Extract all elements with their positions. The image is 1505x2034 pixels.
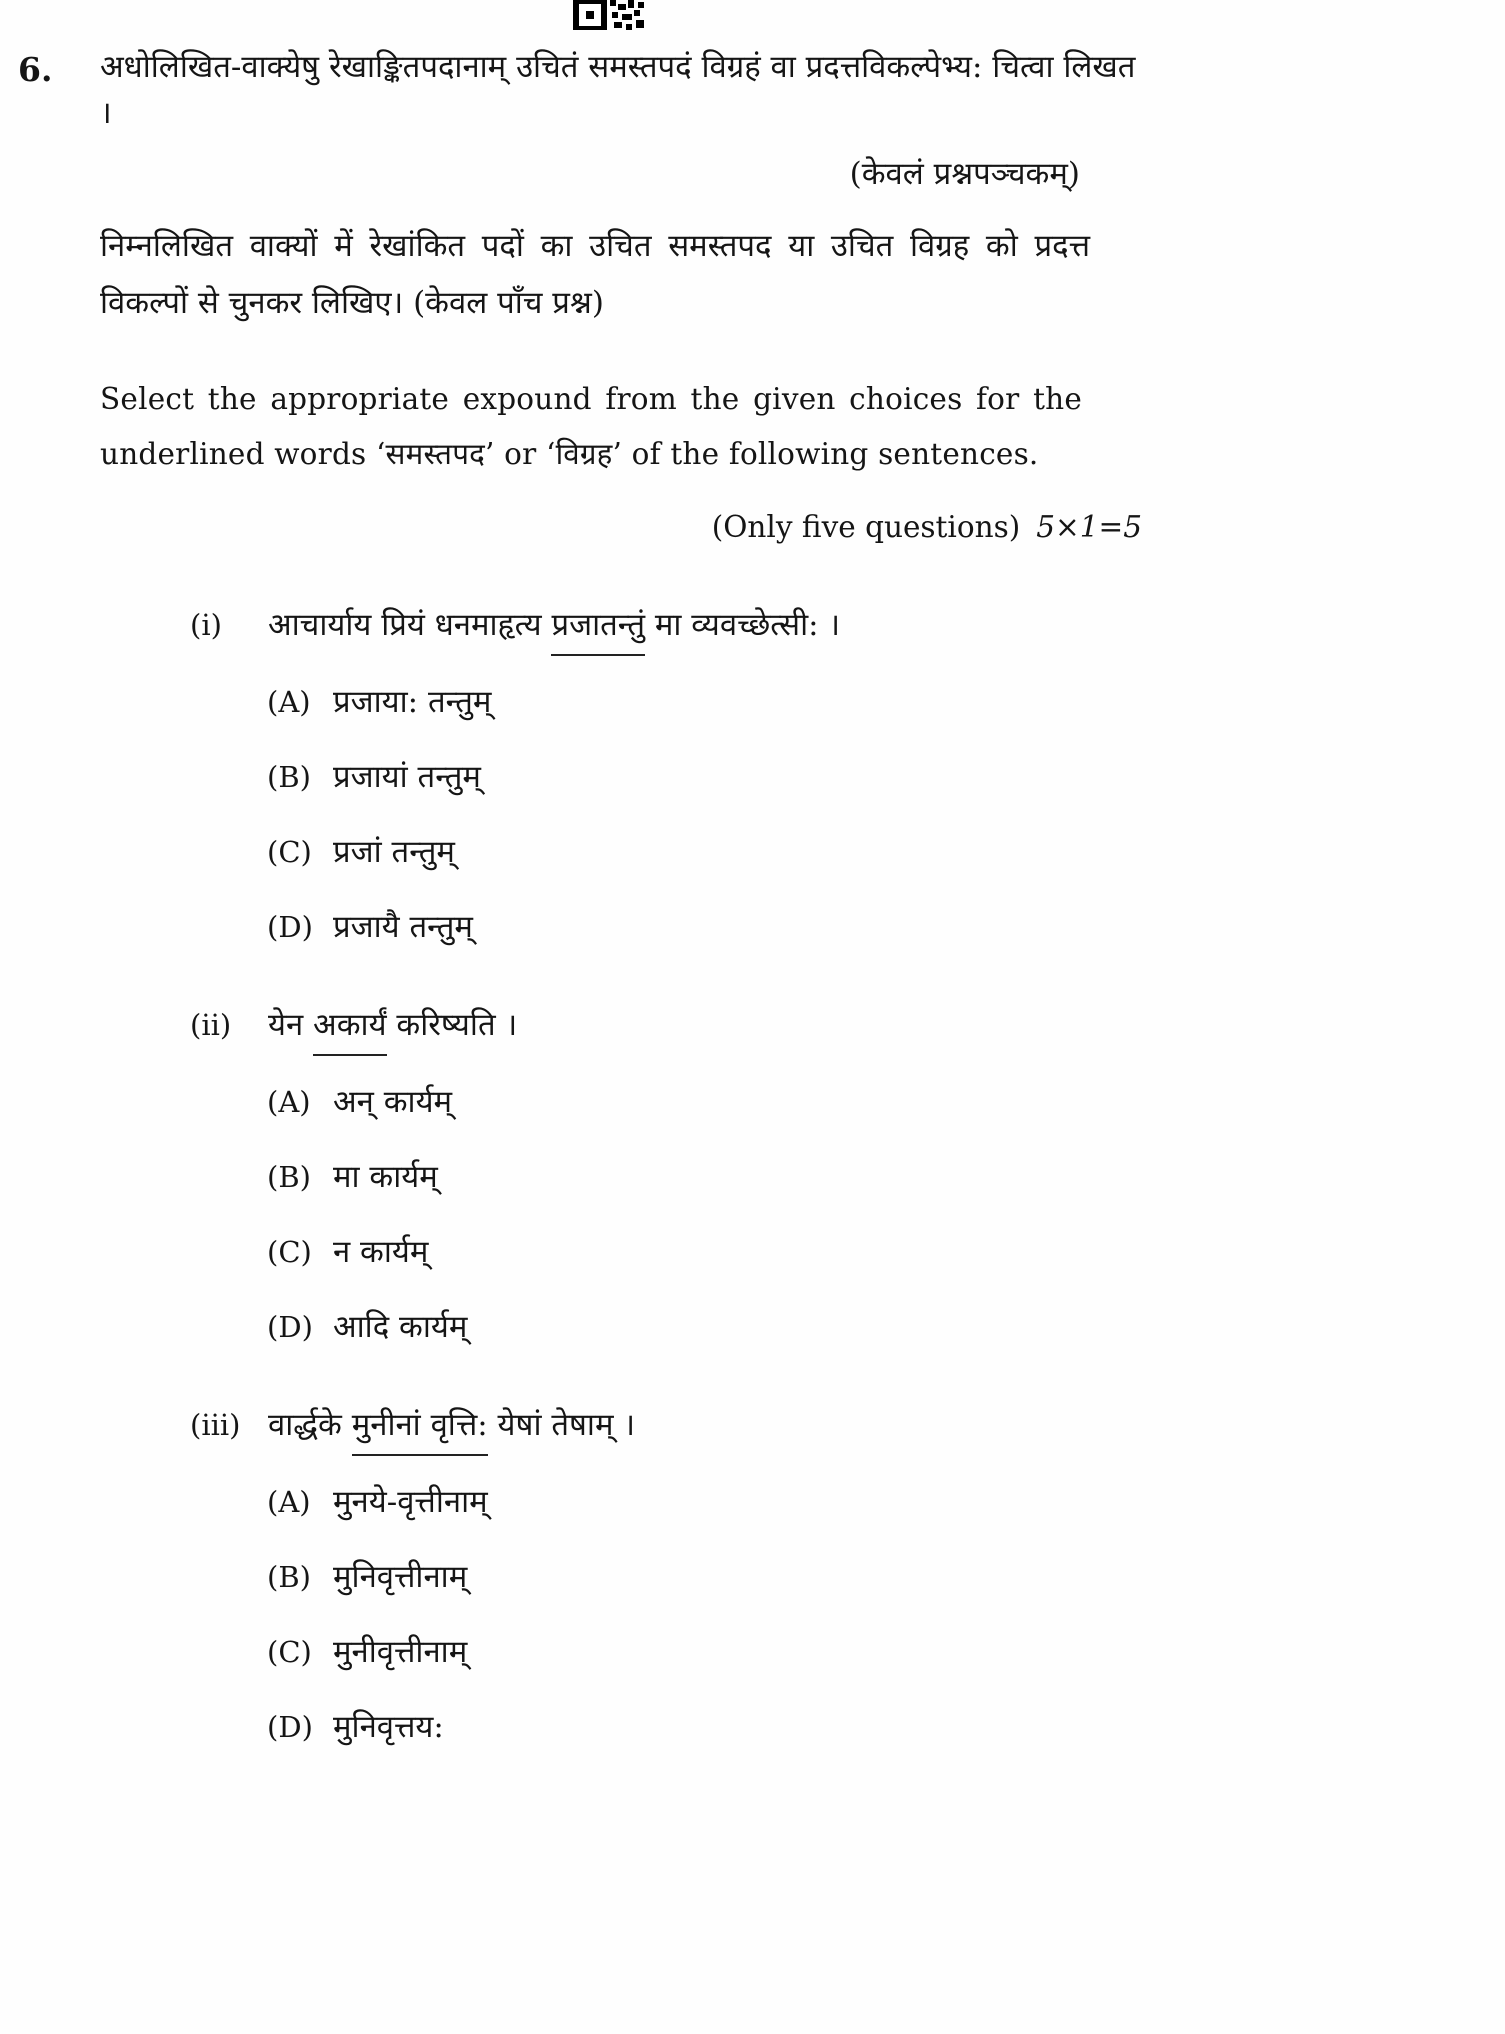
option-label: (A) [267,1485,311,1519]
sub-question-number: (i) [190,608,222,642]
sentence-after: येषां तेषाम् । [487,1407,636,1443]
sub-question-i [100,602,1142,954]
option-label: (D) [267,1310,313,1344]
option-text: मा कार्यम् [333,1159,438,1195]
option-label: (A) [267,685,311,719]
option-label: (C) [267,1235,312,1269]
option-label: (D) [267,1710,313,1744]
sub-question-text-row [100,602,1142,656]
option-label: (B) [267,1160,311,1194]
sub-question-sentence [268,607,840,643]
qr-code-icon [556,0,646,30]
underlined-word: मुनीनां वृत्ति: [352,1402,488,1456]
option-text: प्रजाया: तन्तुम् [333,684,492,720]
sub-question-number: (ii) [190,1008,232,1042]
sentence-before: आचार्याय प्रियं धनमाहृत्य [268,607,552,643]
option-text: मुनये-वृत्तीनाम् [333,1484,488,1520]
option-label: (B) [267,760,311,794]
option-text: अन् कार्यम् [333,1084,453,1120]
option-row-a [100,1480,1142,1529]
instruction-english: Select the appropriate expound from the given choices for the underlined words ‘समस्तपद’ or ‘विग्रह’ of the following sentences. [100,382,1082,471]
sub-question-sentence [268,1007,517,1043]
sub-question-text-row [100,1402,1142,1456]
option-label: (C) [267,1635,312,1669]
underlined-word: अकार्यं [313,1002,387,1056]
sub-question-sentence [268,1407,635,1443]
sentence-after: करिष्यति । [386,1007,518,1043]
only-five-questions-label: (Only five questions) [711,510,1021,544]
option-text: मुनीवृत्तीनाम् [333,1634,468,1670]
option-row-c [100,1630,1142,1679]
sub-question-iii [100,1402,1142,1754]
sentence-after: मा व्यवच्छेत्सी: । [645,607,841,643]
option-row-d [100,905,1142,954]
option-text: प्रजां तन्तुम् [333,834,455,870]
option-row-b [100,1155,1142,1204]
option-text: प्रजायै तन्तुम् [333,909,473,945]
option-row-c [100,830,1142,879]
sub-question-ii [100,1002,1142,1354]
sentence-before: वार्द्धके [268,1407,352,1443]
option-label: (D) [267,910,313,944]
option-row-c [100,1230,1142,1279]
marks-value: 5×1=5 [1036,510,1142,544]
option-row-a [100,680,1142,729]
option-row-b [100,755,1142,804]
option-label: (C) [267,835,312,869]
option-row-b [100,1555,1142,1604]
option-text: मुनिवृत्तय: [333,1709,444,1745]
option-text: मुनिवृत्तीनाम् [333,1559,468,1595]
option-text: न कार्यम् [333,1234,429,1270]
option-label: (B) [267,1560,311,1594]
sub-question-number: (iii) [190,1408,241,1442]
option-label: (A) [267,1085,311,1119]
sub-questions [100,602,1142,1754]
option-text: आदि कार्यम् [333,1309,468,1345]
option-row-a [100,1080,1142,1129]
question-number: 6. [18,50,53,89]
underlined-word: प्रजातन्तुं [551,602,645,656]
instruction-sanskrit: अधोलिखित-वाक्येषु रेखाङ्कितपदानाम् उचितं समस्तपदं विग्रहं वा प्रदत्तविकल्पेभ्य: चित्वा लिखत । [100,49,1136,131]
question-6-block [100,44,1142,1780]
sentence-before: येन [268,1007,314,1043]
marks-note [100,510,1142,544]
instruction-sanskrit-note: (केवलं प्रश्नपञ्चकम्) [849,156,1080,192]
sub-question-text-row [100,1002,1142,1056]
option-row-d [100,1705,1142,1754]
option-text: प्रजायां तन्तुम् [333,759,481,795]
instruction-hindi: निम्नलिखित वाक्यों में रेखांकित पदों का उचित समस्तपद या उचित विग्रह को प्रदत्त विकल्पों से चुनकर लिखिए। (केवल पाँच प्रश्न) [100,228,1090,321]
option-row-d [100,1305,1142,1354]
